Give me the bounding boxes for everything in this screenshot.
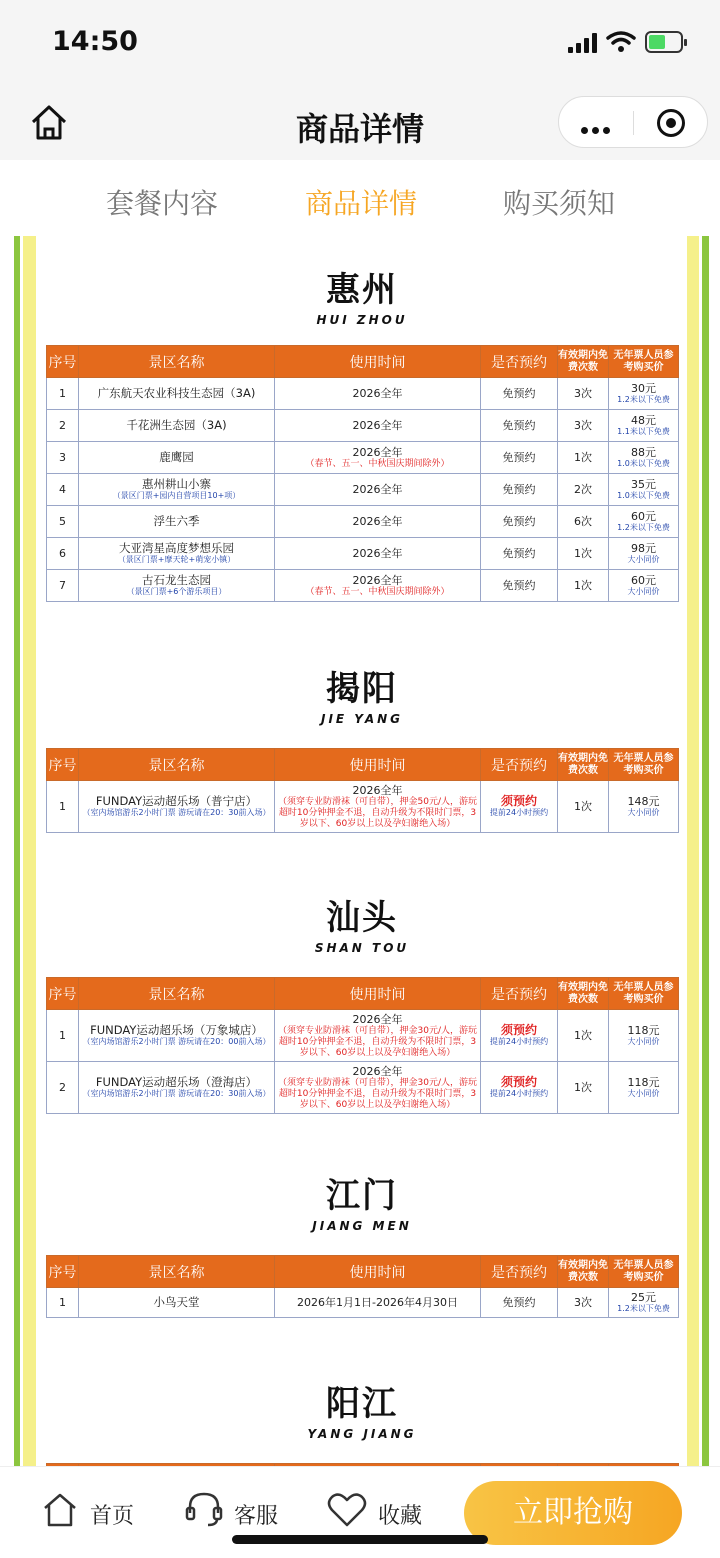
decorative-border-right — [687, 236, 709, 1466]
free-times-cell: 1次 — [558, 442, 609, 474]
city-section — [46, 1168, 678, 1318]
usage-time-cell — [275, 781, 481, 833]
free-times-cell: 3次 — [558, 378, 609, 410]
free-times-cell: 3次 — [558, 410, 609, 442]
city-section — [46, 262, 678, 602]
usage-time-cell — [275, 570, 481, 602]
favorite-tab[interactable] — [326, 1491, 436, 1535]
usage-time-note: （须穿专业防滑袜（可自带），押金50元/人，游玩超时10分钟押金不退，自动升级为不限时门票，3岁以下、60岁以上以及孕妇谢绝入场） — [278, 796, 477, 829]
table-header-cell: 是否预约 — [481, 749, 558, 781]
table-header-cell: 景区名称 — [79, 978, 275, 1010]
scenic-name-note: （景区门票+摩天轮+萌宠小镇） — [117, 555, 236, 564]
price: 118元 — [627, 1076, 660, 1089]
table-header-cell: 使用时间 — [275, 749, 481, 781]
table-header-cell: 序号 — [47, 749, 79, 781]
usage-time: 2026全年 — [352, 445, 403, 459]
price: 98元 — [631, 542, 656, 555]
scenic-name-cell — [79, 1062, 275, 1114]
booking-cell — [481, 570, 558, 602]
booking-status: 免预约 — [502, 515, 536, 528]
table-header-cell: 使用时间 — [275, 346, 481, 378]
scenic-name: 浮生六季 — [153, 514, 200, 528]
city-subtitle: HUI ZHOU — [316, 313, 408, 327]
free-times-cell: 1次 — [558, 570, 609, 602]
booking-status: 免预约 — [502, 483, 536, 496]
free-times-cell: 1次 — [558, 1010, 609, 1062]
usage-time: 2026全年 — [352, 783, 403, 797]
price-note: 大小同价 — [627, 555, 660, 564]
price-cell — [609, 410, 679, 442]
nav-bar — [0, 88, 720, 160]
scenic-name-note: （室内场馆游乐2小时门票 游玩请在20：30前入场） — [82, 1089, 271, 1098]
city-subtitle: SHAN TOU — [314, 941, 410, 955]
row-number: 4 — [47, 474, 79, 506]
usage-time-cell — [275, 1288, 481, 1318]
usage-time: 2026全年 — [352, 419, 403, 432]
booking-cell — [481, 506, 558, 538]
city-title: 揭阳 — [326, 669, 398, 709]
price: 148元 — [627, 795, 660, 808]
city-title: 惠州 — [326, 270, 398, 310]
row-number: 6 — [47, 538, 79, 570]
scenic-name: 广东航天农业科技生态园（3A) — [97, 386, 256, 400]
table-row — [47, 1062, 679, 1114]
usage-time: 2026全年 — [352, 387, 403, 400]
status-bar — [0, 0, 720, 88]
scenic-name: 惠州耕山小寨 — [142, 477, 211, 491]
table-header-cell: 是否预约 — [481, 1256, 558, 1288]
home-tab[interactable] — [42, 1491, 142, 1535]
table-header-cell: 景区名称 — [79, 346, 275, 378]
scenic-name-note: （室内场馆游乐2小时门票 游玩请在20：30前入场） — [82, 808, 271, 817]
table-header-cell: 序号 — [47, 346, 79, 378]
row-number: 5 — [47, 506, 79, 538]
city-title: 汕头 — [326, 898, 398, 938]
price-note: 大小同价 — [627, 1037, 660, 1046]
price-cell — [609, 474, 679, 506]
scenic-name: 古石龙生态园 — [142, 573, 211, 587]
price-cell — [609, 506, 679, 538]
booking-note: 提前24小时预约 — [489, 1089, 549, 1098]
scenic-name-cell — [79, 1288, 275, 1318]
page-title: 商品详情 — [295, 110, 424, 148]
price: 25元 — [631, 1291, 656, 1304]
scenic-name: 大亚湾星高度梦想乐园 — [119, 541, 234, 555]
price-note: 1.2米以下免费 — [617, 1304, 670, 1313]
table-header-cell: 序号 — [47, 1256, 79, 1288]
booking-status: 免预约 — [502, 1296, 536, 1309]
tab-package[interactable]: 套餐内容 — [106, 187, 219, 220]
city-section — [46, 661, 678, 833]
table-header-cell: 是否预约 — [481, 978, 558, 1010]
home-icon — [42, 1491, 78, 1529]
tab-notice[interactable]: 购买须知 — [503, 187, 616, 220]
scenic-table — [46, 1255, 679, 1318]
scenic-table — [46, 748, 679, 833]
city-title: 阳江 — [326, 1384, 398, 1424]
usage-time: 2026全年 — [352, 547, 403, 560]
table-header-cell: 有效期内免费次数 — [558, 1256, 609, 1288]
scenic-name-cell — [79, 378, 275, 410]
favorite-label: 收藏 — [378, 1504, 423, 1529]
booking-note: 提前24小时预约 — [489, 808, 549, 817]
price-note: 1.0米以下免费 — [617, 491, 670, 500]
usage-time: 2026全年 — [352, 483, 403, 496]
usage-time-note: （春节、五一、中秋国庆期间除外） — [305, 586, 450, 597]
price: 60元 — [631, 574, 656, 587]
usage-time: 2026全年 — [352, 515, 403, 528]
scenic-name: FUNDAY运动超乐场（澄海店） — [95, 1075, 258, 1089]
price-cell — [609, 1062, 679, 1114]
usage-time-cell — [275, 474, 481, 506]
signal-icon — [568, 33, 598, 53]
table-row — [47, 1288, 679, 1318]
free-times-cell: 3次 — [558, 1288, 609, 1318]
usage-time-cell — [275, 506, 481, 538]
price: 35元 — [631, 478, 656, 491]
price-note: 1.1米以下免费 — [617, 427, 670, 436]
scenic-name-cell — [79, 442, 275, 474]
usage-time-cell — [275, 410, 481, 442]
table-header-cell: 有效期内免费次数 — [558, 346, 609, 378]
usage-time-note: （须穿专业防滑袜（可自带），押金30元/人，游玩超时10分钟押金不退，自动升级为不限时门票，3岁以下、60岁以上以及孕妇谢绝入场） — [278, 1077, 477, 1110]
tab-bar — [0, 160, 720, 236]
table-row — [47, 781, 679, 833]
service-tab[interactable] — [184, 1491, 294, 1535]
price-cell — [609, 442, 679, 474]
table-row — [47, 410, 679, 442]
row-number: 3 — [47, 442, 79, 474]
scenic-table — [46, 345, 679, 602]
home-indicator — [232, 1535, 488, 1544]
row-number: 1 — [47, 1288, 79, 1318]
scenic-name-note: （景区门票+6个游乐项目） — [126, 587, 227, 596]
usage-time: 2026全年 — [352, 573, 403, 587]
table-row — [47, 1010, 679, 1062]
price-note: 大小同价 — [627, 587, 660, 596]
table-header-row — [47, 749, 679, 781]
scenic-name: FUNDAY运动超乐场（普宁店） — [95, 794, 258, 808]
table-header-cell: 景区名称 — [79, 749, 275, 781]
usage-time-cell — [275, 378, 481, 410]
close-mini-program-icon[interactable] — [657, 109, 685, 137]
row-number: 1 — [47, 781, 79, 833]
table-row — [47, 538, 679, 570]
city-subtitle: JIANG MEN — [312, 1219, 412, 1233]
home-label: 首页 — [90, 1504, 135, 1529]
usage-time-cell — [275, 1010, 481, 1062]
price-note: 1.2米以下免费 — [617, 395, 670, 404]
table-header-cell: 无年票人员参考购买价 — [609, 1256, 679, 1288]
scenic-name-cell — [79, 1010, 275, 1062]
city-subtitle: JIE YANG — [320, 712, 404, 726]
booking-cell — [481, 1010, 558, 1062]
table-header-cell: 无年票人员参考购买价 — [609, 346, 679, 378]
scenic-name-cell — [79, 474, 275, 506]
buy-now-button[interactable]: 立即抢购 — [464, 1481, 682, 1545]
table-header-cell: 有效期内免费次数 — [558, 749, 609, 781]
service-label: 客服 — [234, 1504, 279, 1529]
price: 118元 — [627, 1024, 660, 1037]
table-header-cell: 使用时间 — [275, 978, 481, 1010]
free-times-cell: 6次 — [558, 506, 609, 538]
row-number: 2 — [47, 1062, 79, 1114]
wifi-icon — [606, 30, 636, 54]
table-header-row — [47, 978, 679, 1010]
price-note: 大小同价 — [627, 808, 660, 817]
scenic-name-note: （景区门票+园内自营项目10+项） — [112, 491, 241, 500]
more-icon[interactable] — [581, 119, 614, 138]
usage-time-note: （春节、五一、中秋国庆期间除外） — [305, 458, 450, 469]
table-header-row — [47, 346, 679, 378]
table-row — [47, 474, 679, 506]
scenic-name-cell — [79, 506, 275, 538]
price-cell — [609, 570, 679, 602]
table-row — [47, 570, 679, 602]
table-header-cell: 无年票人员参考购买价 — [609, 978, 679, 1010]
booking-cell — [481, 781, 558, 833]
price: 30元 — [631, 382, 656, 395]
usage-time-cell — [275, 1062, 481, 1114]
scenic-name-cell — [79, 538, 275, 570]
booking-status: 免预约 — [502, 547, 536, 560]
booking-status: 须预约 — [500, 1075, 537, 1089]
price-note: 大小同价 — [627, 1089, 660, 1098]
booking-cell — [481, 538, 558, 570]
table-row — [47, 442, 679, 474]
table-row — [47, 506, 679, 538]
decorative-border-left — [14, 236, 36, 1466]
booking-status: 免预约 — [502, 579, 536, 592]
usage-time-cell — [275, 538, 481, 570]
table-row — [47, 378, 679, 410]
tab-details[interactable]: 商品详情 — [305, 187, 418, 220]
table-header-row — [47, 1256, 679, 1288]
price-note: 1.2米以下免费 — [617, 523, 670, 532]
usage-time: 2026年1月1日-2026年4月30日 — [297, 1296, 458, 1309]
table-header-cell: 序号 — [47, 978, 79, 1010]
city-section — [46, 890, 678, 1114]
free-times-cell: 1次 — [558, 781, 609, 833]
booking-status: 免预约 — [502, 419, 536, 432]
price-cell — [609, 1010, 679, 1062]
price-cell — [609, 781, 679, 833]
city-title: 江门 — [326, 1176, 398, 1216]
booking-cell — [481, 1062, 558, 1114]
booking-cell — [481, 474, 558, 506]
scenic-table — [46, 977, 679, 1114]
price: 60元 — [631, 510, 656, 523]
scenic-name: FUNDAY运动超乐场（万象城店） — [90, 1023, 263, 1037]
price-cell — [609, 378, 679, 410]
status-time: 14:50 — [52, 26, 138, 57]
scenic-name-cell — [79, 781, 275, 833]
bottom-bar — [0, 1466, 720, 1558]
booking-status: 免预约 — [502, 387, 536, 400]
booking-status: 须预约 — [500, 1023, 537, 1037]
price-cell — [609, 538, 679, 570]
usage-time-cell — [275, 442, 481, 474]
scenic-name: 小鸟天堂 — [153, 1295, 200, 1309]
scenic-name-note: （室内场馆游乐2小时门票 游玩请在20：00前入场） — [82, 1037, 271, 1046]
scenic-name: 鹿鹰园 — [159, 450, 194, 464]
booking-note: 提前24小时预约 — [489, 1037, 549, 1046]
city-subtitle: YANG JIANG — [307, 1427, 417, 1441]
table-header-cell: 有效期内免费次数 — [558, 978, 609, 1010]
booking-cell — [481, 378, 558, 410]
battery-icon — [645, 31, 683, 53]
free-times-cell: 1次 — [558, 538, 609, 570]
price-cell — [609, 1288, 679, 1318]
mini-program-capsule — [558, 96, 708, 148]
row-number: 7 — [47, 570, 79, 602]
scenic-name-cell — [79, 570, 275, 602]
booking-cell — [481, 442, 558, 474]
booking-cell — [481, 1288, 558, 1318]
row-number: 1 — [47, 378, 79, 410]
row-number: 1 — [47, 1010, 79, 1062]
table-header-cell: 是否预约 — [481, 346, 558, 378]
booking-status: 免预约 — [502, 451, 536, 464]
scenic-name: 千花洲生态园（3A) — [126, 418, 227, 432]
table-header-cell: 景区名称 — [79, 1256, 275, 1288]
usage-time: 2026全年 — [352, 1012, 403, 1026]
free-times-cell: 2次 — [558, 474, 609, 506]
row-number: 2 — [47, 410, 79, 442]
usage-time: 2026全年 — [352, 1064, 403, 1078]
free-times-cell: 1次 — [558, 1062, 609, 1114]
table-header-cell: 使用时间 — [275, 1256, 481, 1288]
price-note: 1.0米以下免费 — [617, 459, 670, 468]
booking-status: 须预约 — [500, 794, 537, 808]
headset-icon — [184, 1489, 224, 1529]
detail-image-area — [0, 236, 720, 1466]
usage-time-note: （须穿专业防滑袜（可自带），押金30元/人，游玩超时10分钟押金不退，自动升级为不限时门票，3岁以下、60岁以上以及孕妇谢绝入场） — [278, 1025, 477, 1058]
price: 88元 — [631, 446, 656, 459]
booking-cell — [481, 410, 558, 442]
price: 48元 — [631, 414, 656, 427]
table-header-cell: 无年票人员参考购买价 — [609, 749, 679, 781]
scenic-name-cell — [79, 410, 275, 442]
heart-icon — [326, 1491, 368, 1529]
